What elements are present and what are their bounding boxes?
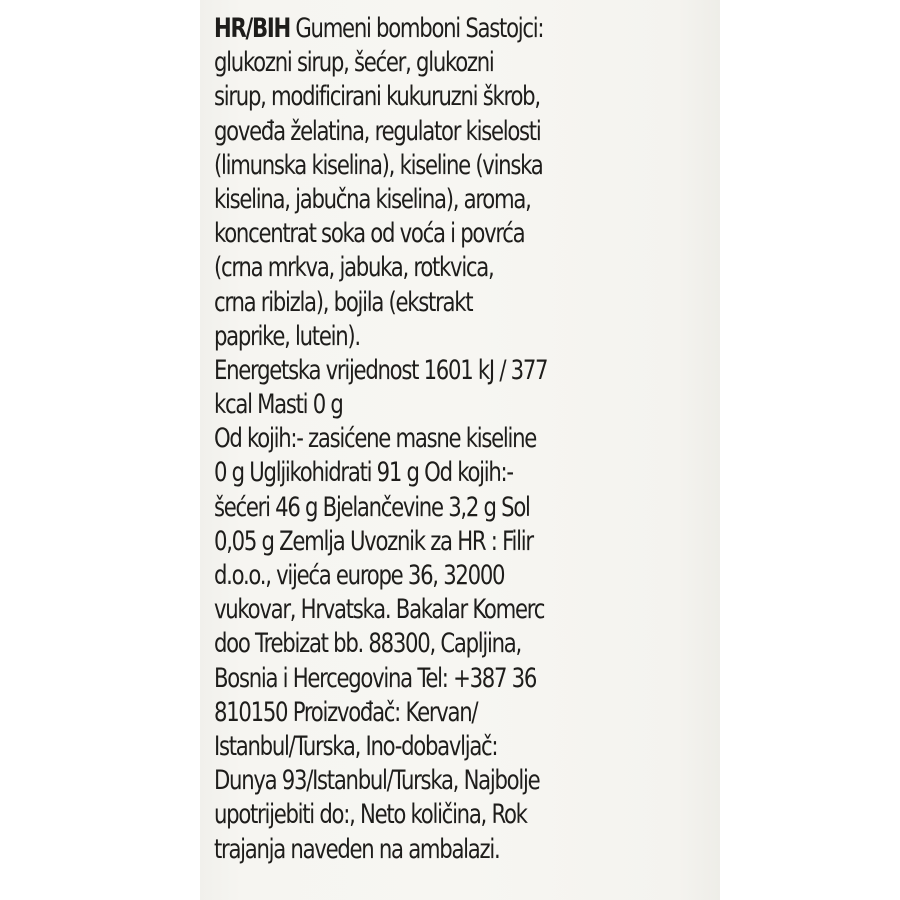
label-line: koncentrat soka od voća i povrća	[214, 218, 525, 250]
importer-line: d.o.o., vijeća europe 36, 32000	[214, 560, 505, 591]
producer-line: Istanbul/Turska, Ino-dobavljač:	[214, 730, 498, 762]
label-line: paprike, lutein).	[214, 320, 360, 352]
nutrition-line: Od kojih:- zasićene masne kiseline	[214, 423, 536, 455]
nutrition-line: kcal Masti 0 g	[214, 389, 343, 421]
importer-line: 0,05 g Zemlja Uvoznik za HR : Filir	[214, 525, 533, 557]
nutrition-line: 0 g Ugljikohidrati 91 g Od kojih:-	[214, 457, 513, 489]
importer-line: vukovar, Hrvatska. Bakalar Komerc	[214, 594, 545, 626]
producer-line: Dunya 93/Istanbul/Turska, Najbolje	[214, 765, 540, 797]
label-line: sirup, modificirani kukuruzni škrob,	[214, 81, 540, 113]
importer-line: Bosnia i Hercegovina Tel: +387 36	[214, 662, 537, 694]
label-line: kiselina, jabučna kiselina), aroma,	[214, 183, 531, 215]
label-line: (limunska kiselina), kiseline (vinska	[214, 149, 543, 181]
product-heading: Gumeni bomboni Sastojci:	[289, 13, 544, 44]
label-heading-line	[214, 12, 614, 46]
expiry-line: upotrijebiti do:, Neto količina, Rok	[214, 799, 527, 831]
nutrition-line: Energetska vrijednost 1601 kJ / 377	[214, 354, 548, 386]
label-line: goveđa želatina, regulator kiselosti	[214, 115, 541, 147]
label-line: (crna mrkva, jabuka, rotkvica,	[214, 252, 494, 284]
language-code: HR/BIH	[214, 13, 290, 44]
ingredients-label	[200, 0, 720, 900]
nutrition-line: šećeri 46 g Bjelančevine 3,2 g Sol	[214, 491, 530, 523]
label-line: crna ribizla), bojila (ekstrakt	[214, 286, 473, 318]
importer-line: doo Trebizat bb. 88300, Capljina,	[214, 628, 521, 660]
ingredients-text	[214, 12, 614, 867]
label-line: glukozni sirup, šećer, glukozni	[214, 47, 494, 79]
expiry-line: trajanja naveden na ambalazi.	[214, 833, 500, 865]
producer-line: 810150 Proizvođač: Kervan/	[214, 696, 478, 728]
